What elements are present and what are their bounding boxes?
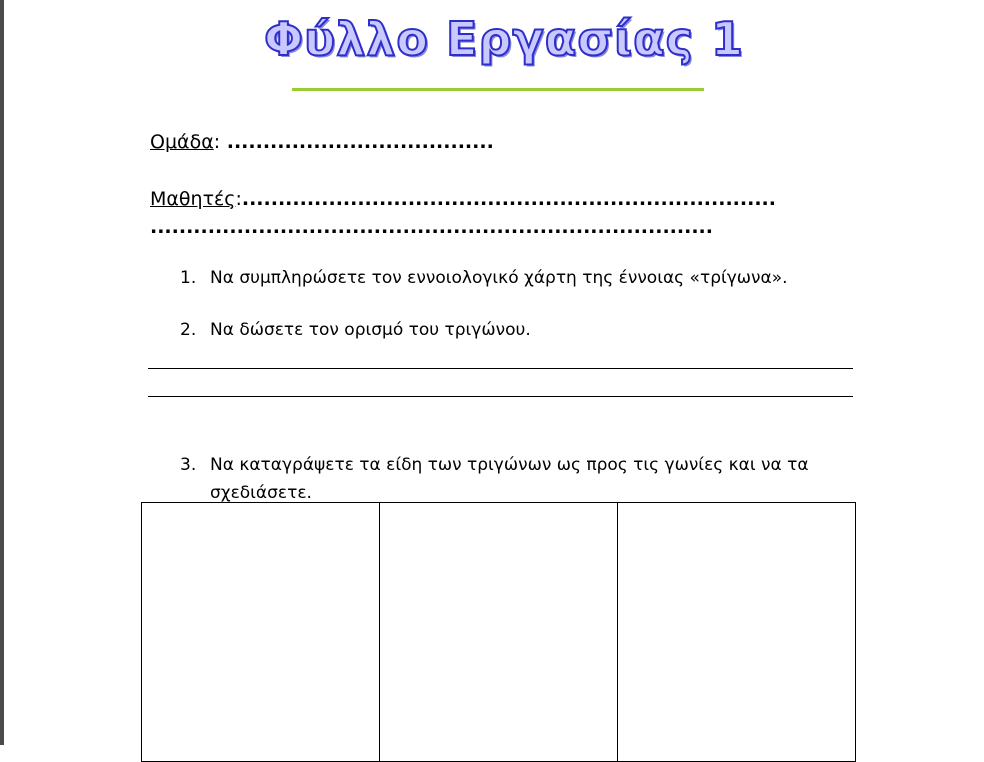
document-page xyxy=(4,0,984,745)
question-text: Να συμπληρώσετε τον εννοιολογικό χάρτη της έννοιας «τρίγωνα». xyxy=(210,268,788,288)
group-separator: : xyxy=(213,131,221,153)
question-number: 1. xyxy=(180,268,197,288)
triangle-drawing-grid xyxy=(141,502,856,762)
answer-line-1 xyxy=(148,368,853,369)
drawing-cell xyxy=(142,503,380,761)
question-1 xyxy=(180,264,788,292)
question-text-continued: σχεδιάσετε. xyxy=(210,483,312,503)
question-text: Να καταγράψετε τα είδη των τριγώνων ως προς τις γωνίες και να τα xyxy=(210,455,809,475)
students-field xyxy=(150,188,776,210)
students-separator: : xyxy=(235,188,242,210)
title-underline xyxy=(292,88,704,91)
question-text: Να δώσετε τον ορισμό του τριγώνου. xyxy=(210,320,531,340)
answer-line-2 xyxy=(148,396,853,397)
question-3 xyxy=(180,451,809,507)
students-dots: .......................................................................... xyxy=(241,188,776,210)
group-dots: ..................................... xyxy=(220,131,494,153)
question-number: 2. xyxy=(180,320,197,340)
group-label: Ομάδα xyxy=(150,131,214,153)
question-number: 3. xyxy=(180,455,197,475)
worksheet-title: Φύλλο Εργασίας 1 xyxy=(264,12,744,66)
question-2 xyxy=(180,316,531,344)
drawing-cell xyxy=(380,503,618,761)
students-dots-line2: .............................................................................. xyxy=(150,216,713,238)
drawing-cell xyxy=(618,503,855,761)
group-field xyxy=(150,131,494,153)
students-label: Μαθητές xyxy=(150,188,236,210)
